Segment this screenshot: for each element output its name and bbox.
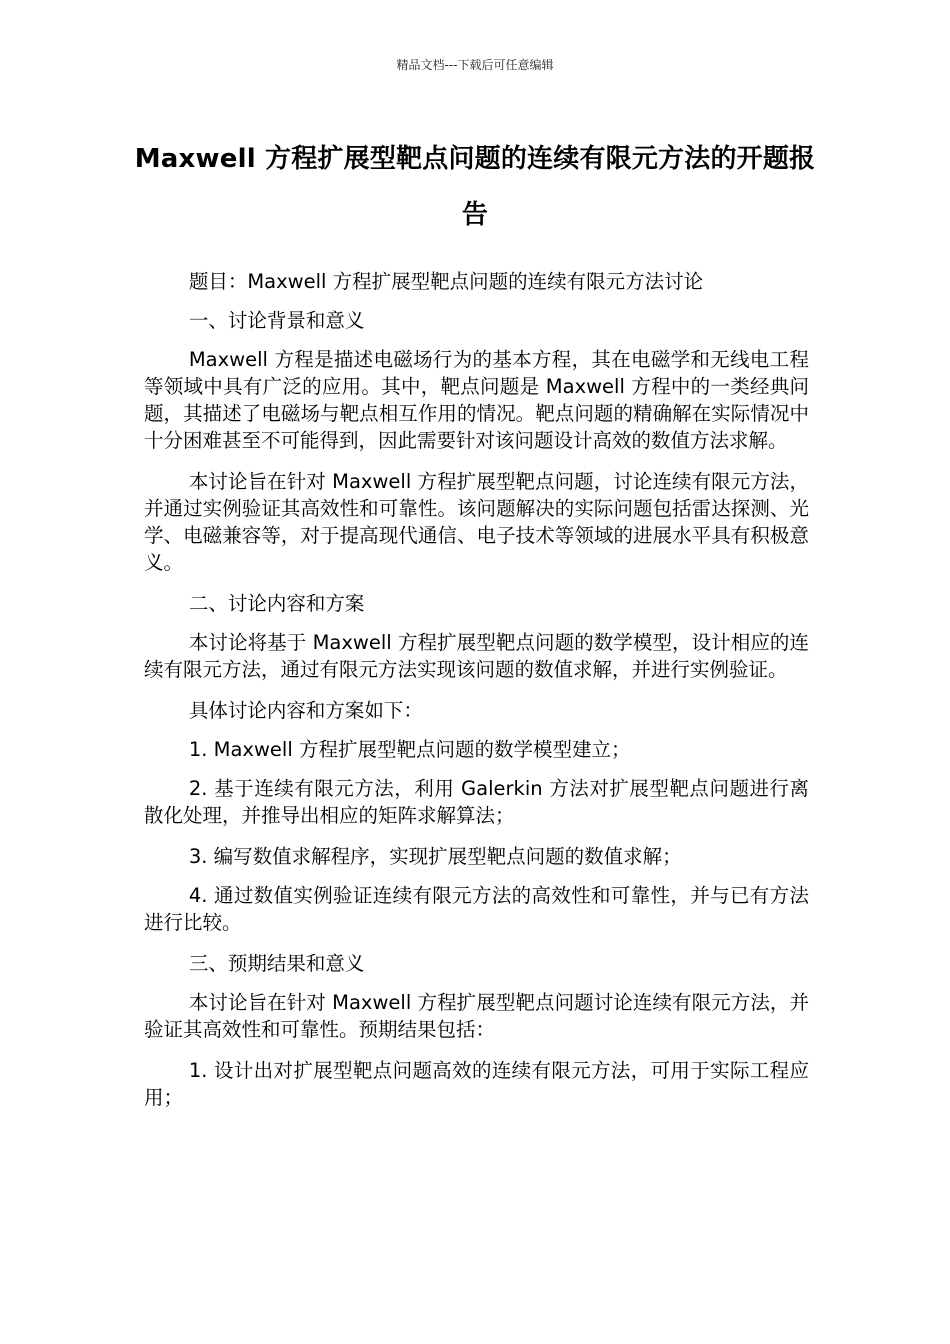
- list-item: 2. 基于连续有限元方法，利用 Galerkin 方法对扩展型靶点问题进行离散化处理，并推导出相应的矩阵求解算法；: [144, 777, 809, 827]
- paragraph-purpose: 本讨论旨在针对 Maxwell 方程扩展型靶点问题，讨论连续有限元方法，并通过实例验证其高效性和可靠性。该问题解决的实际问题包括雷达探测、光学、电磁兼容等，对于提高现代通信、电子技术等领域的进展水平具有积极意义。: [144, 470, 809, 574]
- page-header: 精品文档---下载后可任意编辑: [396, 58, 554, 72]
- paragraph-results: 本讨论旨在针对 Maxwell 方程扩展型靶点问题讨论连续有限元方法，并验证其高效性和可靠性。预期结果包括：: [144, 991, 809, 1041]
- paragraph-background: Maxwell 方程是描述电磁场行为的基本方程，其在电磁学和无线电工程等领域中具有广泛的应用。其中，靶点问题是 Maxwell 方程中的一类经典问题，其描述了电磁场与靶点相互作用的情况。靶点问题的精确解在实际情况中十分困难甚至不可能得到，因此需要针对该问题设计高效的数值方法求解。: [144, 348, 809, 452]
- list-item: 4. 通过数值实例验证连续有限元方法的高效性和可靠性，并与已有方法进行比较。: [144, 884, 809, 934]
- section-heading-background: 一、讨论背景和意义: [188, 309, 365, 332]
- list-item: 3. 编写数值求解程序，实现扩展型靶点问题的数值求解；: [188, 845, 682, 868]
- document-title: Maxwell 方程扩展型靶点问题的连续有限元方法的开题报告: [134, 144, 816, 230]
- document-body: [144, 268, 809, 1125]
- section-heading-results: 三、预期结果和意义: [188, 952, 365, 975]
- list-item: 1. 设计出对扩展型靶点问题高效的连续有限元方法，可用于实际工程应用；: [144, 1059, 809, 1109]
- section-heading-content: 二、讨论内容和方案: [188, 592, 365, 615]
- topic-line: 题目：Maxwell 方程扩展型靶点问题的连续有限元方法讨论: [188, 270, 704, 293]
- paragraph-plan-intro: 具体讨论内容和方案如下：: [188, 699, 423, 722]
- list-item: 1. Maxwell 方程扩展型靶点问题的数学模型建立；: [188, 738, 631, 761]
- paragraph-content: 本讨论将基于 Maxwell 方程扩展型靶点问题的数学模型，设计相应的连续有限元方法，通过有限元方法实现该问题的数值求解，并进行实例验证。: [144, 631, 809, 681]
